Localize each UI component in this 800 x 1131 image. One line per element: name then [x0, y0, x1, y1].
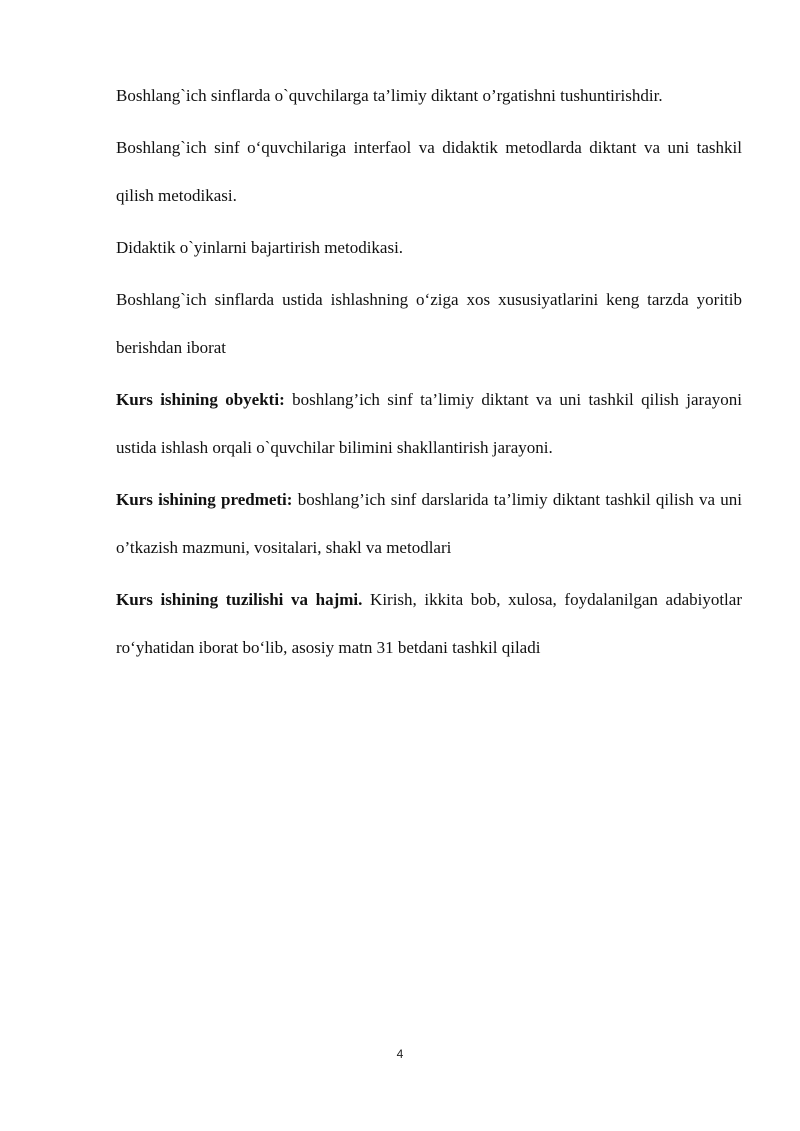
paragraph-structure	[116, 576, 742, 672]
page-number: 4	[396, 1047, 404, 1061]
paragraph-goal-3: Didaktik o`yinlarni bajartirish metodikasi.	[116, 238, 404, 257]
structure-label: Kurs ishining tuzilishi va hajmi.	[116, 590, 363, 609]
object-text: boshlang’ich sinf ta’limiy diktant va uni tashkil qilish jarayoni ustida ishlash orqali o`quvchilar bilimini shakllantirish jarayoni.	[116, 390, 742, 457]
paragraph-goal-4: Boshlang`ich sinflarda ustida ishlashning o‘ziga xos xususiyatlarini keng tarzda yoritib berishdan iborat	[116, 290, 742, 357]
subject-label: Kurs ishining predmeti:	[116, 490, 293, 509]
object-label: Kurs ishining obyekti:	[116, 390, 285, 409]
paragraph-object	[116, 376, 742, 472]
page-content	[116, 72, 742, 676]
paragraph-goal-2: Boshlang`ich sinf o‘quvchilariga interfaol va didaktik metodlarda diktant va uni tashkil qilish metodikasi.	[116, 138, 742, 205]
paragraph-subject	[116, 476, 742, 572]
structure-text: Kirish, ikkita bob, xulosa, foydalanilgan adabiyotlar ro‘yhatidan iborat bo‘lib, asosiy matn 31 betdani tashkil qiladi	[116, 590, 742, 657]
paragraph-goal-1: Boshlang`ich sinflarda o`quvchilarga ta’limiy diktant o’rgatishni tushuntirishdir.	[116, 86, 663, 105]
subject-text: boshlang’ich sinf darslarida ta’limiy diktant tashkil qilish va uni o’tkazish mazmuni, vositalari, shakl va metodlari	[116, 490, 742, 557]
